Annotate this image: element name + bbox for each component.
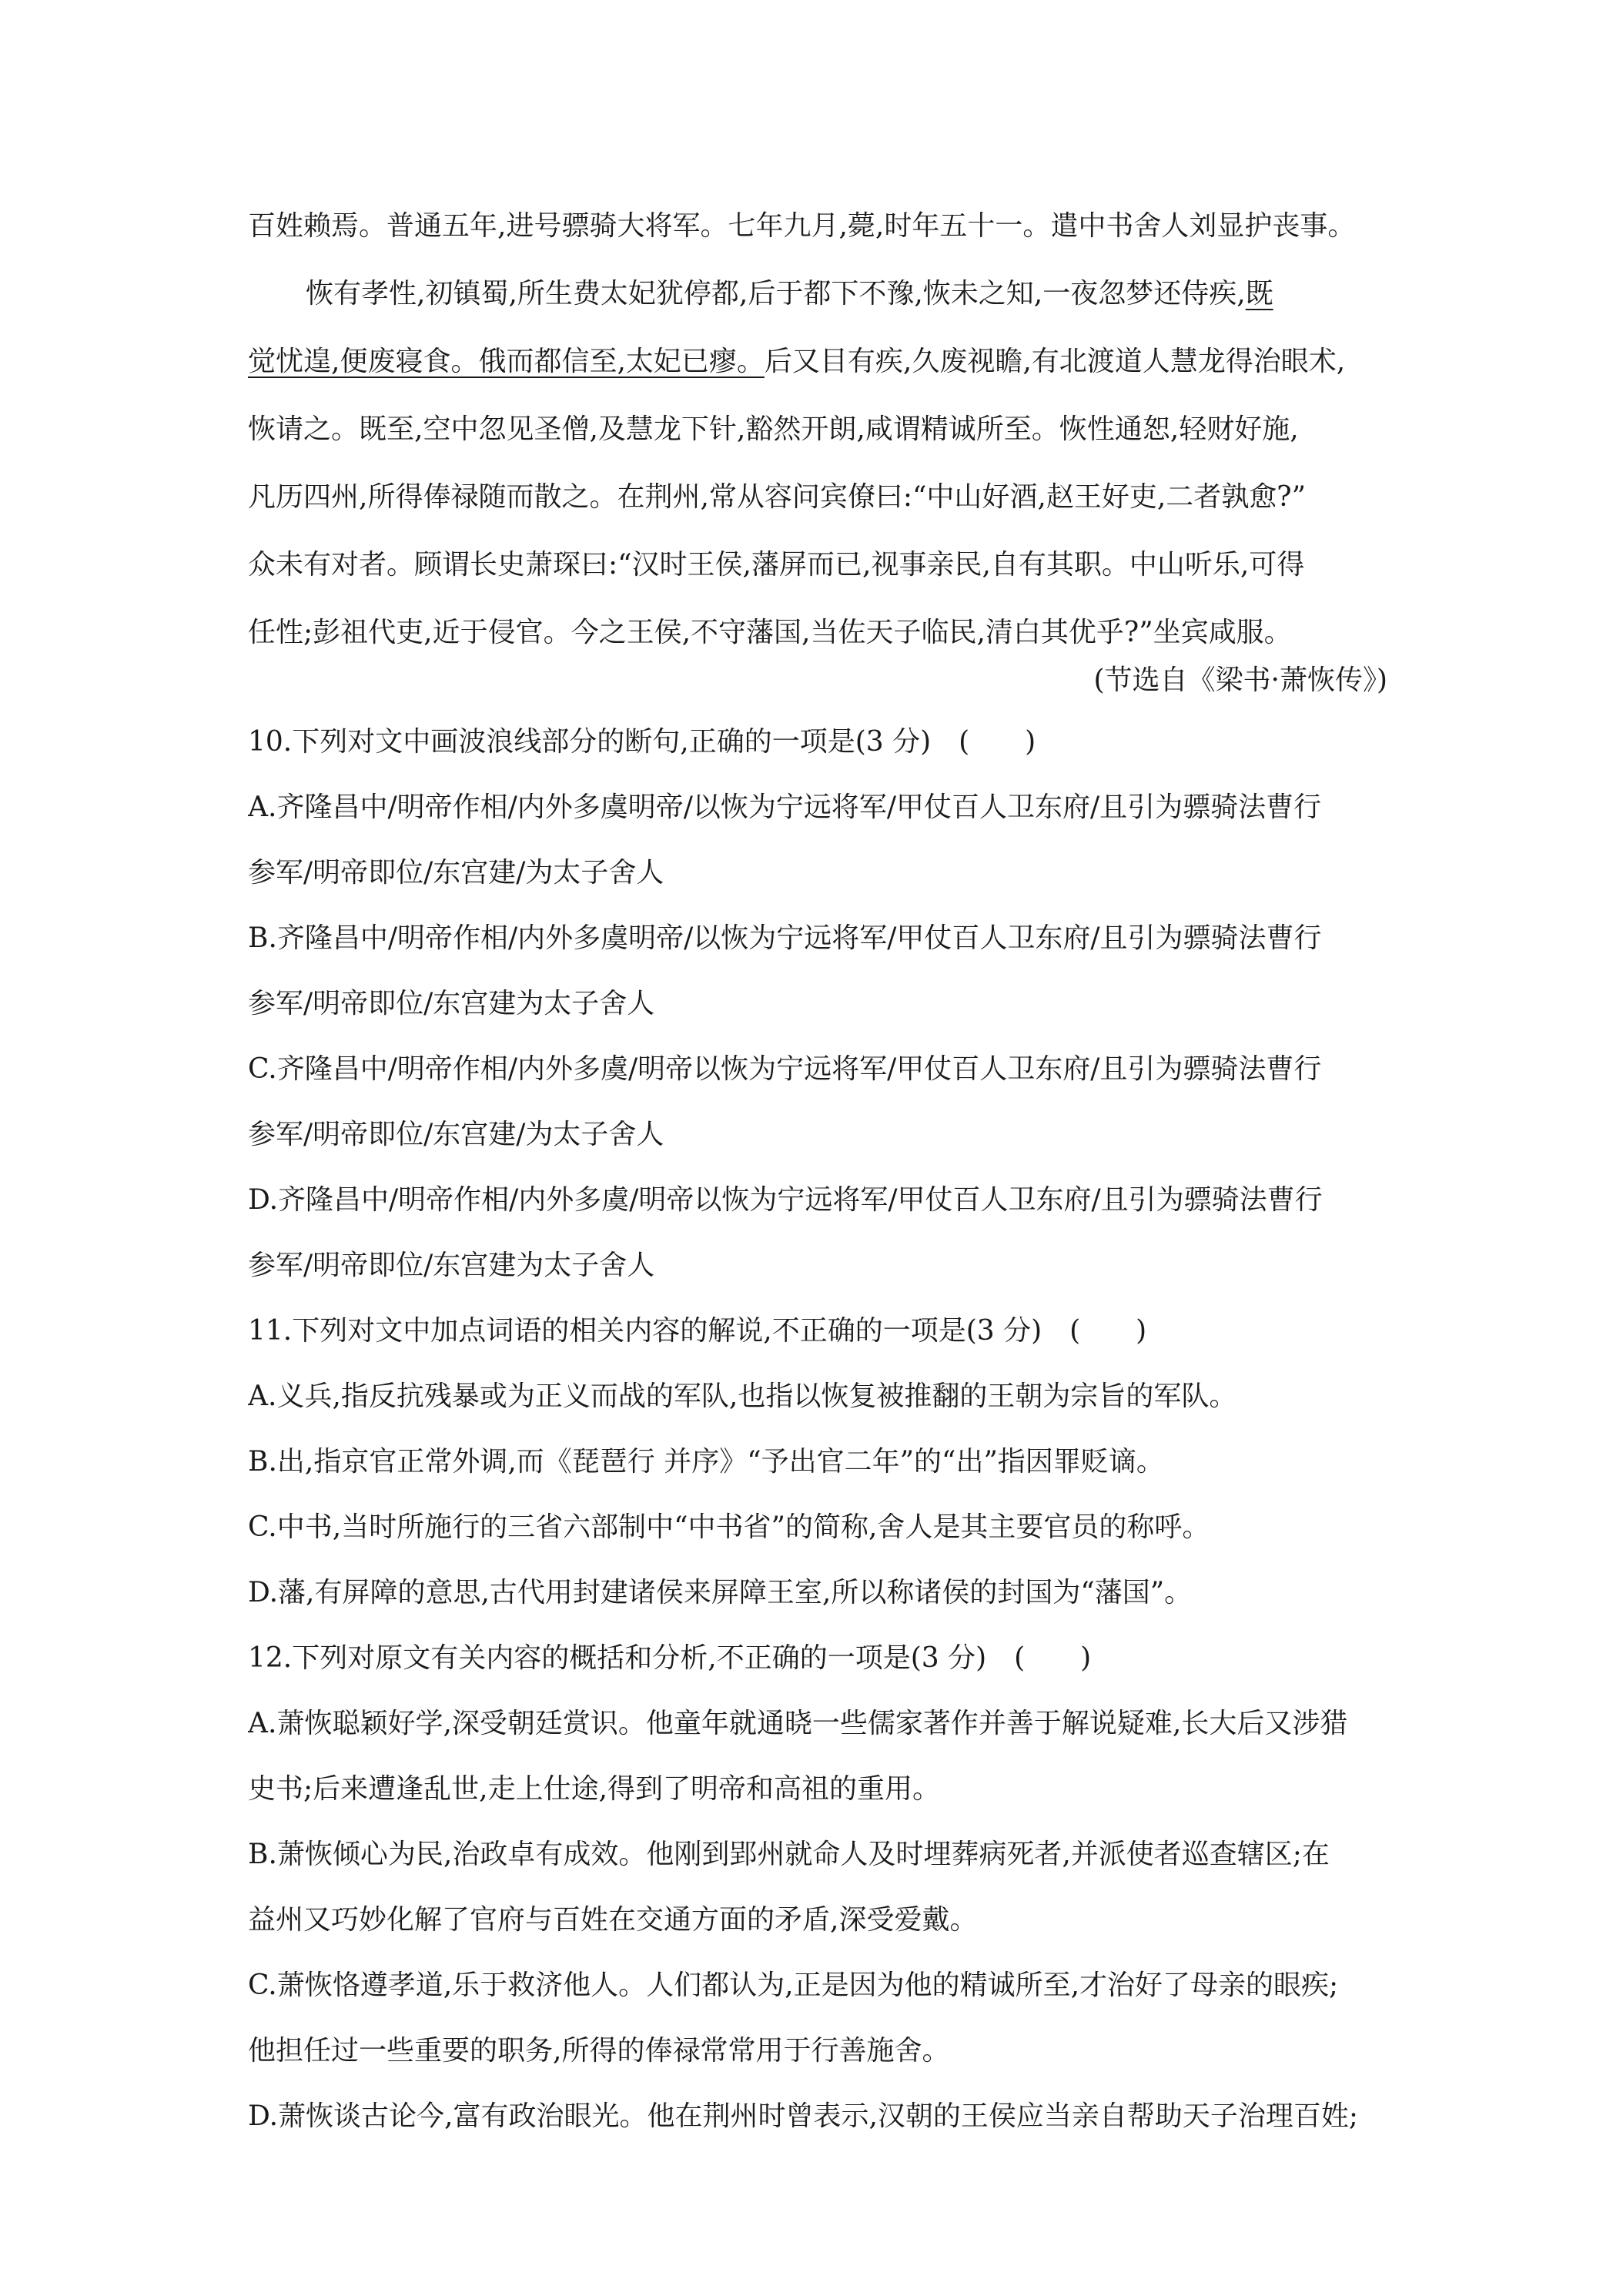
q12-option-c-line2: 他担任过一些重要的职务,所得的俸禄常常用于行善施舍。 <box>248 2035 950 2067</box>
q10-option-d-line2: 参军/明帝即位/东宫建为太子舍人 <box>248 1250 655 1281</box>
q10-option-b-line2: 参军/明帝即位/东宫建为太子舍人 <box>248 988 655 1019</box>
q10-option-b-line1: B.齐隆昌中/明帝作相/内外多虞明帝/以恢为宁远将军/甲仗百人卫东府/且引为骠骑法曹行 <box>248 922 1322 954</box>
dotted-char: 舍 <box>1133 210 1162 242</box>
passage-line-4: 恢请之。既至,空中忽见圣僧,及慧龙下针,豁然开朗,咸谓精诚所至。恢性通恕,轻财好施, <box>248 413 1299 445</box>
q11-option-c: C.中书,当时所施行的三省六部制中“中书省”的简称,舍人是其主要官员的称呼。 <box>248 1511 1210 1543</box>
passage-line-2: 恢有孝性,初镇蜀,所生费太妃犹停都,后于都下不豫,恢未之知,一夜忽梦还侍疾,既 <box>306 278 1273 310</box>
q12-option-a-line1: A.萧恢聪颖好学,深受朝廷赏识。他童年就通晓一些儒家著作并善于解说疑难,长大后又涉猎 <box>248 1708 1348 1739</box>
dotted-char: 人 <box>1161 210 1190 242</box>
q11-option-a: A.义兵,指反抗残暴或为正义而战的军队,也指以恢复被推翻的王朝为宗旨的军队。 <box>248 1381 1237 1412</box>
passage-line-7: 任性;彭祖代吏,近于侵官。今之王侯,不守藩国,当佐天子临民,清白其优乎?”坐宾咸服。 <box>248 617 1292 648</box>
question-12-stem: 12.下列对原文有关内容的概括和分析,不正确的一项是(3 分) ( ) <box>248 1642 1092 1674</box>
q11-option-b: B.出,指京官正常外调,而《琵琶行 并序》“予出官二年”的“出”指因罪贬谪。 <box>248 1446 1164 1478</box>
q10-option-c-line2: 参军/明帝即位/东宫建/为太子舍人 <box>248 1119 664 1150</box>
q10-option-a-line2: 参军/明帝即位/东宫建/为太子舍人 <box>248 857 664 889</box>
passage-line-5: 凡历四州,所得俸禄随而散之。在荆州,常从容问宾僚曰:“中山好酒,赵王好吏,二者孰愈?” <box>248 481 1307 513</box>
q12-option-d-line1: D.萧恢谈古论今,富有政治眼光。他在荆州时曾表示,汉朝的王侯应当亲自帮助天子治理百姓; <box>248 2100 1359 2132</box>
q11-option-d: D.藩,有屏障的意思,古代用封建诸侯来屏障王室,所以称诸侯的封国为“藩国”。 <box>248 1577 1193 1608</box>
dotted-char: 藩 <box>751 549 779 581</box>
passage-line-1: 百姓赖焉。普通五年,进号骠骑大将军。七年九月,薨,时年五十一。遣中书舍人刘显护丧事。 <box>248 210 1356 242</box>
q12-option-b-line1: B.萧恢倾心为民,治政卓有成效。他刚到郢州就命人及时埋葬病死者,并派使者巡查辖区;在 <box>248 1839 1330 1870</box>
q10-option-d-line1: D.齐隆昌中/明帝作相/内外多虞/明帝以恢为宁远将军/甲仗百人卫东府/且引为骠骑法曹行 <box>248 1184 1323 1216</box>
q10-option-c-line1: C.齐隆昌中/明帝作相/内外多虞/明帝以恢为宁远将军/甲仗百人卫东府/且引为骠骑法曹行 <box>248 1053 1322 1085</box>
passage-line-3: 觉忧遑,便废寝食。俄而都信至,太妃已瘳。后又目有疾,久废视瞻,有北渡道人慧龙得治眼术, <box>248 346 1346 377</box>
q12-option-a-line2: 史书;后来遭逢乱世,走上仕途,得到了明帝和高祖的重用。 <box>248 1773 941 1805</box>
underlined-text: 既 <box>1245 278 1273 310</box>
passage-source: (节选自《梁书·萧恢传》) <box>1093 664 1387 696</box>
dotted-char: 书 <box>1106 210 1134 242</box>
question-10-stem: 10.下列对文中画波浪线部分的断句,正确的一项是(3 分) ( ) <box>248 726 1036 758</box>
question-11-stem: 11.下列对文中加点词语的相关内容的解说,不正确的一项是(3 分) ( ) <box>248 1315 1147 1347</box>
q10-option-a-line1: A.齐隆昌中/明帝作相/内外多虞明帝/以恢为宁远将军/甲仗百人卫东府/且引为骠骑法曹行 <box>248 792 1322 823</box>
passage-line-6: 众未有对者。顾谓长史萧琛曰:“汉时王侯,藩屏而已,视事亲民,自有其职。中山听乐,可得 <box>248 549 1305 581</box>
dotted-char: 中 <box>1078 210 1106 242</box>
q12-option-c-line1: C.萧恢恪遵孝道,乐于救济他人。人们都认为,正是因为他的精诚所至,才治好了母亲的眼疾; <box>248 1970 1339 2001</box>
q12-option-b-line2: 益州又巧妙化解了官府与百姓在交通方面的矛盾,深受爱戴。 <box>248 1904 978 1936</box>
underlined-text: 觉忧遑,便废寝食。俄而都信至,太妃已瘳。 <box>248 346 765 377</box>
